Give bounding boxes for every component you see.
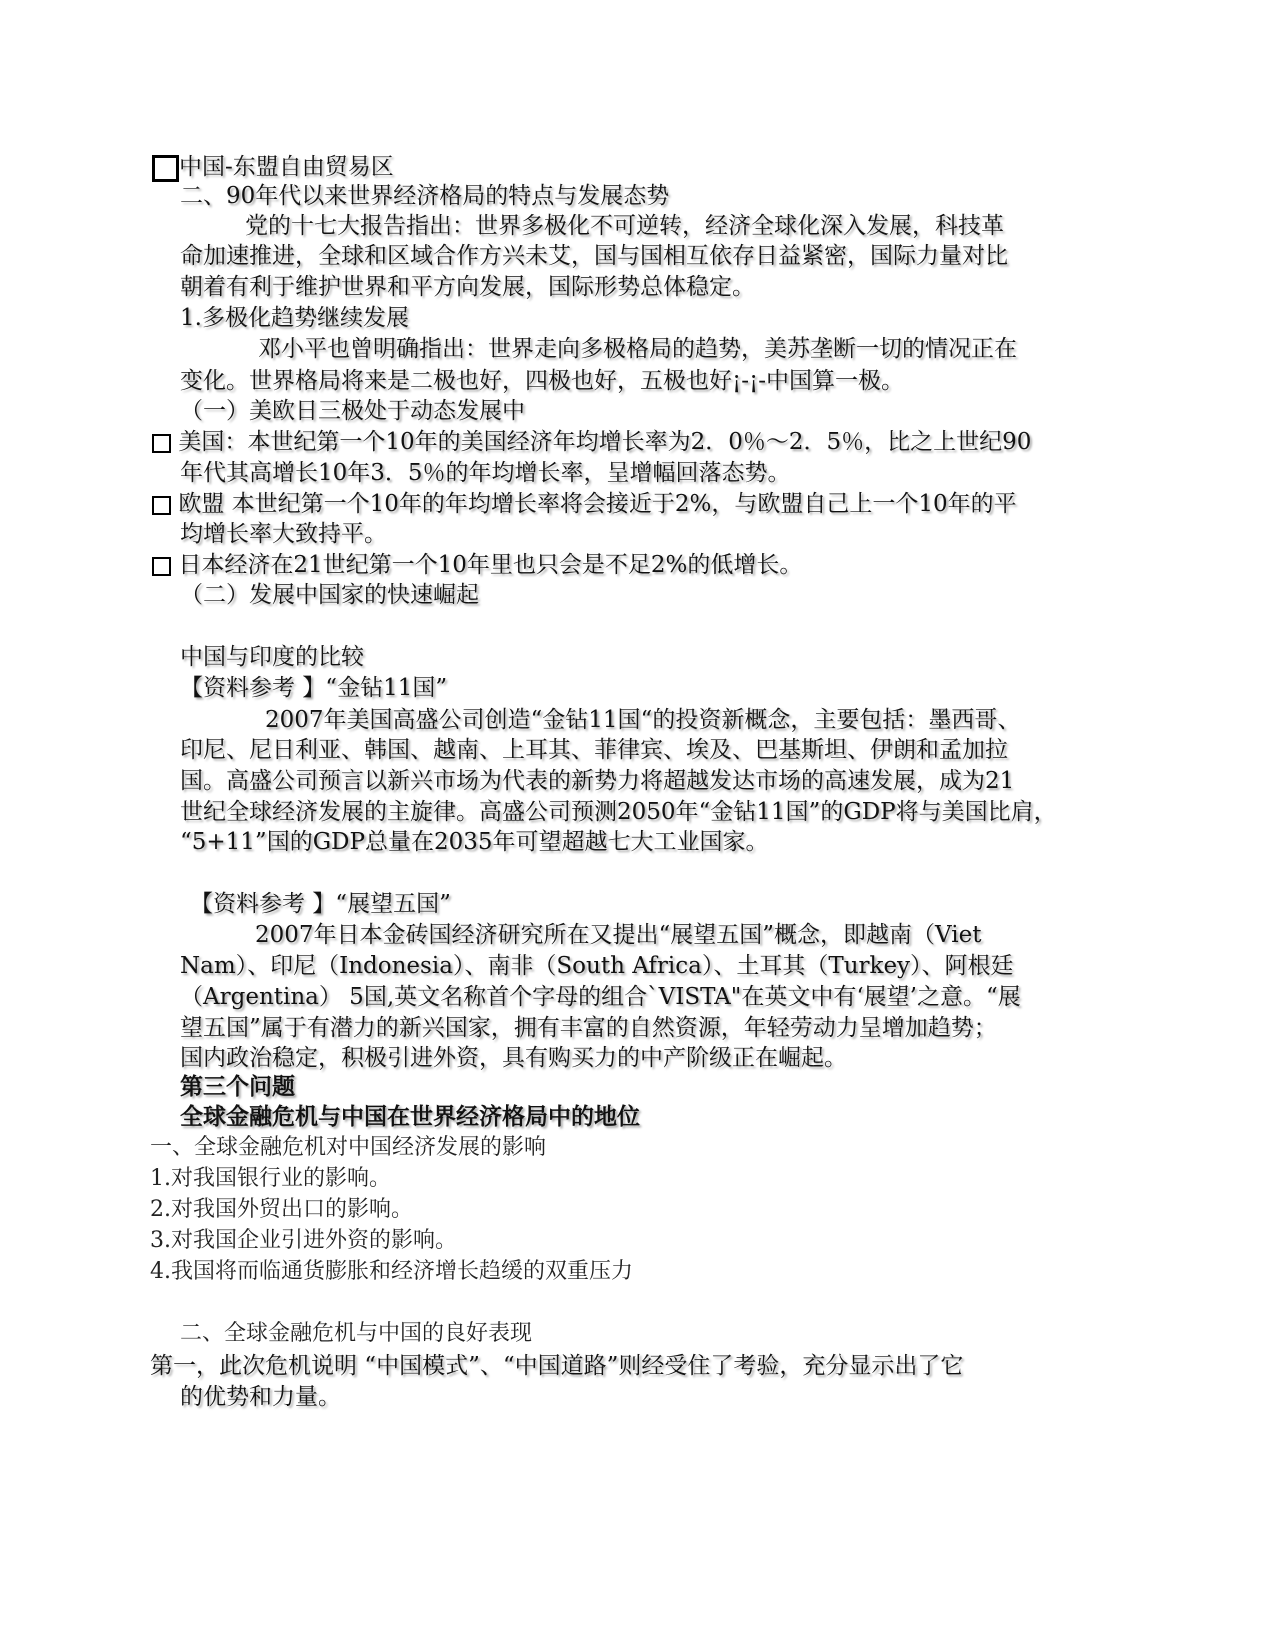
ref1-line-3: 国。高盛公司预言以新兴市场为代表的新势力将超越发达市场的高速发展，成为21 [180, 768, 1015, 794]
ref1-line-4: 世纪全球经济发展的主旋律。高盛公司预测2050年“金钻11国”的GDP将与美国比肩， [180, 799, 1057, 825]
impact-item-4: 4.我国将而临通货膨胀和经济增长趋缓的双重压力 [150, 1259, 633, 1284]
ref2-line-3: （Argentina） 5国,英文名称首个字母的组合`VISTA"在英文中有‘展望’之意。“展 [180, 984, 1021, 1010]
ref1-line-5: “5+11”国的GDP总量在2035年可望超越七大工业国家。 [180, 829, 769, 855]
para2-line-2: 变化。世界格局将来是二极也好，四极也好，五极也好¡-¡-中国算一极。 [180, 368, 905, 394]
para1-line-2: 命加速推进，全球和区域合作方兴未艾，国与国相互依存日益紧密，国际力量对比 [180, 243, 1008, 269]
impact-item-3: 3.对我国企业引进外资的影响。 [150, 1228, 457, 1253]
sub-heading-1: （一）美欧日三极处于动态发展中 [180, 398, 525, 424]
first-point-line-1: 第一，此次危机说明 “中国模式”、“中国道路”则经受住了考验，充分显示出了它 [150, 1353, 964, 1379]
impact-item-2: 2.对我国外贸出口的影响。 [150, 1197, 413, 1222]
bullet-2 [152, 489, 1017, 519]
para1-line-3: 朝着有利于维护世界和平方向发展，国际形势总体稳定。 [180, 274, 755, 300]
bullet-3-line-1: 日本经济在21世纪第一个10年里也只会是不足2%的低增长。 [178, 552, 803, 578]
ref1-line-2: 印尼、尼日利亚、韩国、越南、上耳其、菲律宾、埃及、巴基斯坦、伊朗和孟加拉 [180, 737, 1008, 763]
bullet-3 [152, 550, 802, 580]
checkbox-icon [152, 434, 171, 453]
para2-line-1: 邓小平也曾明确指出：世界走向多极格局的趋势，美苏垄断一切的情况正在 [258, 336, 1017, 362]
ref2-line-5: 国内政治稳定，积极引进外资，具有购买力的中产阶级正在崛起。 [180, 1045, 847, 1071]
subheading: 二、90年代以来世界经济格局的特点与发展态势 [180, 183, 670, 209]
performance-heading: 二、全球金融危机与中国的良好表现 [180, 1321, 533, 1346]
heading: 中国-东盟自由贸易区 [179, 154, 394, 180]
first-point-line-2: 的优势和力量。 [180, 1384, 341, 1410]
bullet-1-line-1: 美国：本世纪第一个10年的美国经济年均增长率为2．0％～2．5％，比之上世纪90 [178, 429, 1032, 455]
checkbox-icon [152, 557, 171, 576]
para1-line-1: 党的十七大报告指出：世界多极化不可逆转，经济全球化深入发展，科技革 [245, 213, 1004, 239]
impact-item-1: 1.对我国银行业的影响。 [150, 1166, 391, 1191]
reference-2-title: 【资料参考 】“展望五国” [190, 891, 451, 917]
heading-line [152, 152, 394, 182]
reference-1-title: 【资料参考 】“金钻11国” [180, 675, 448, 701]
compare-heading: 中国与印度的比较 [180, 644, 364, 670]
sub-heading-2: （二）发展中国家的快速崛起 [180, 582, 479, 608]
bullet-2-line-2: 均增长率大致持平。 [180, 521, 387, 547]
bullet-1 [152, 427, 1031, 457]
bullet-1-line-2: 年代其高增长10年3．5％的年均增长率，呈增幅回落态势。 [180, 460, 791, 486]
bullet-2-line-1: 欧盟 本世纪第一个10年的年均增长率将会接近于2%，与欧盟自己上一个10年的平 [178, 491, 1017, 517]
section-3-subtitle: 全球金融危机与中国在世界经济格局中的地位 [180, 1103, 640, 1130]
ref2-line-2: Nam）、印尼（Indonesia）、南非（South Africa）、土耳其（Turkey）、阿根廷 [180, 953, 1014, 979]
checkbox-icon [152, 155, 179, 182]
section-3-title: 第三个问题 [180, 1073, 295, 1100]
ref2-line-4: 望五国”属于有潜力的新兴国家，拥有丰富的自然资源，年轻劳动力呈增加趋势； [180, 1015, 997, 1041]
point-1: 1.多极化趋势继续发展 [180, 305, 409, 331]
impact-heading: 一、全球金融危机对中国经济发展的影响 [150, 1135, 547, 1160]
checkbox-icon [152, 496, 171, 515]
ref2-line-1: 2007年日本金砖国经济研究所在又提出“展望五国”概念，即越南（Viet [255, 922, 982, 948]
ref1-line-1: 2007年美国高盛公司创造“金钻11国“的投资新概念，主要包括：墨西哥、 [265, 707, 1021, 733]
